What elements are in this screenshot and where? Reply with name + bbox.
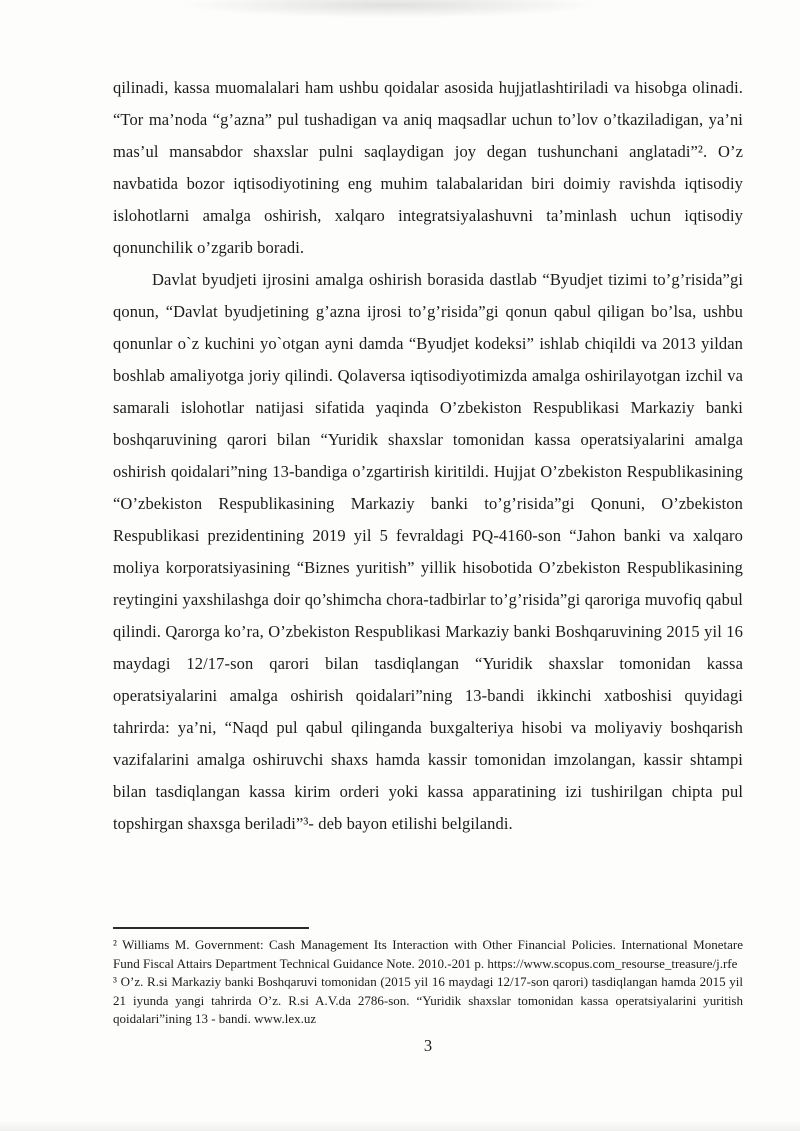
- footnote-2: ² Williams M. Government: Cash Management Its Interaction with Other Financial Policies. International Monetare Fund Fiscal Attairs Department Technical Guidance Note. 2010.-201 p. https://www.scopus.com_resourse_treasure/j.rfe: [113, 937, 743, 971]
- footnote-area: [113, 927, 743, 1029]
- page-number: 3: [423, 1036, 433, 1055]
- body-text: [113, 72, 743, 840]
- paragraph-continuation: qilinadi, kassa muomalalari ham ushbu qoidalar asosida hujjatlashtiriladi va hisobga olinadi. “Tor ma’noda “g’azna” pul tushadigan va aniq maqsadlar uchun to’lov o’tkaziladigan, ya’ni mas’ul mansabdor shaxslar pulni saqlaydigan joy degan tushunchani anglatadi”². O’z navbatida bozor iqtisodiyotining eng muhim talabalaridan biri doimiy ravishda iqtisodiy islohotlarni amalga oshirish, xalqaro integratsiyalashuvni ta’minlash uchun iqtisodiy qonunchilik o’zgarib boradi.: [113, 78, 743, 257]
- scan-artifact-bottom: [0, 1121, 800, 1131]
- scan-artifact-top: [180, 0, 600, 18]
- footnote-3: ³ O’z. R.si Markaziy banki Boshqaruvi tomonidan (2015 yil 16 maydagi 12/17-son qarori) tasdiqlangan hamda 2015 yil 21 iyunda yangi tahrirda O’z. R.si A.V.da 2786-son. “Yuridik shaxslar tomonidan kassa operatsiyalarini yuritish qoidalari”ining 13 - bandi. www.lex.uz: [113, 974, 743, 1026]
- footnote-separator: [113, 927, 309, 929]
- paragraph-main: Davlat byudjeti ijrosini amalga oshirish borasida dastlab “Byudjet tizimi to’g’risida”gi qonun, “Davlat byudjetining g’azna ijrosi to’g’risida”gi qonun qabul qiligan bo’lsa, ushbu qonunlar o`z kuchini yo`otgan ayni damda “Byudjet kodeksi” ishlab chiqildi va 2013 yildan boshlab amaliyotga joriy qilindi. Qolaversa iqtisodiyotimizda amalga oshirilayotgan izchil va samarali islohotlar natijasi sifatida yaqinda O’zbekiston Respublikasi Markaziy banki boshqaruvining qarori bilan “Yuridik shaxslar tomonidan kassa operatsiyalarini amalga oshirish qoidalari”ning 13-bandiga o’zgartirish kiritildi. Hujjat O’zbekiston Respublikasining “O’zbekiston Respublikasining Markaziy banki to’g’risida”gi Qonuni, O’zbekiston Respublikasi prezidentining 2019 yil 5 fevraldagi PQ-4160-son “Jahon banki va xalqaro moliya korporatsiyasining “Biznes yuritish” yillik hisobotida O’zbekiston Respublikasining reytingini yaxshilashga doir qo’shimcha chora-tadbirlar to’g’risida”gi qaroriga muvofiq qabul qilindi. Qarorga ko’ra, O’zbekiston Respublikasi Markaziy banki Boshqaruvining 2015 yil 16 maydagi 12/17-son qarori bilan tasdiqlangan “Yuridik shaxslar tomonidan kassa operatsiyalarini amalga oshirish qoidalari”ning 13-bandi ikkinchi xatboshisi quyidagi tahrirda: ya’ni, “Naqd pul qabul qilinganda buxgalteriya hisobi va moliyaviy boshqarish vazifalarini amalga oshiruvchi shaxs hamda kassir tomonidan imzolangan, kassir shtampi bilan tasdiqlangan kassa kirim orderi yoki kassa apparatining izi tushirilgan chipta pul topshirgan shaxsga beriladi”³- deb bayon etilishi belgilandi.: [113, 270, 743, 833]
